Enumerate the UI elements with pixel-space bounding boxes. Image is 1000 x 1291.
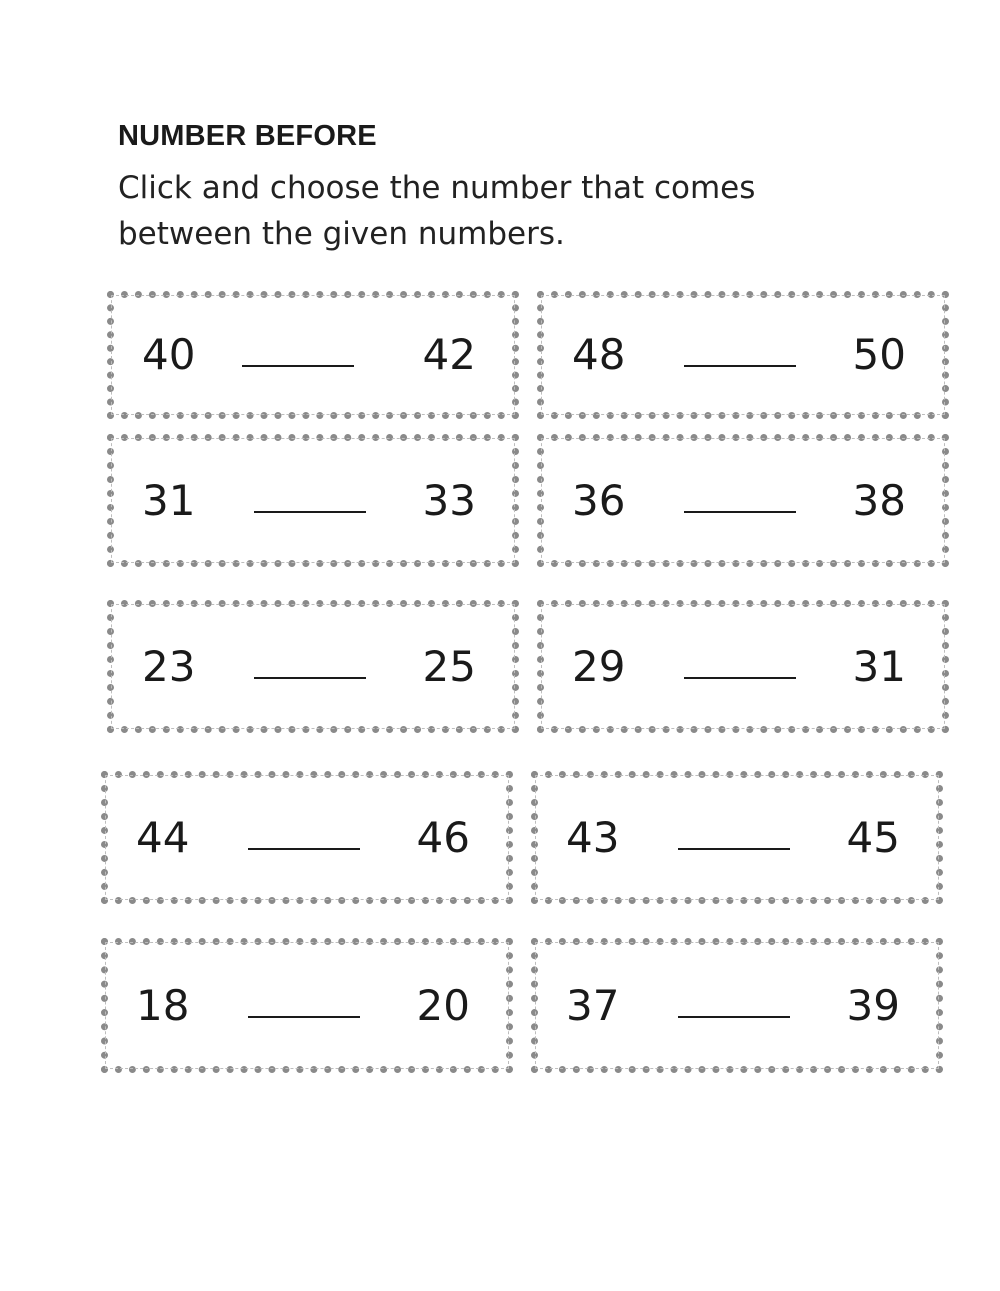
problem-card (107, 600, 519, 733)
first-number: 29 (572, 641, 626, 691)
answer-blank[interactable] (684, 365, 796, 367)
last-number: 31 (852, 641, 906, 691)
answer-blank[interactable] (254, 677, 366, 679)
answer-blank[interactable] (248, 848, 360, 850)
first-number: 40 (142, 330, 196, 379)
answer-blank[interactable] (248, 1016, 360, 1018)
answer-blank[interactable] (684, 511, 796, 513)
answer-blank[interactable] (678, 848, 790, 850)
first-number: 48 (572, 330, 626, 379)
problem-card (101, 938, 513, 1073)
last-number: 38 (852, 475, 906, 525)
last-number: 42 (422, 330, 476, 379)
first-number: 31 (142, 475, 196, 525)
first-number: 36 (572, 475, 626, 525)
first-number: 23 (142, 641, 196, 691)
answer-blank[interactable] (254, 511, 366, 513)
instructions-text: Click and choose the number that comes between the given numbers. (118, 170, 756, 252)
problem-card (537, 434, 949, 567)
last-number: 46 (416, 812, 470, 862)
last-number: 33 (422, 475, 476, 525)
last-number: 25 (422, 641, 476, 691)
problem-card (537, 600, 949, 733)
problem-card (101, 771, 513, 904)
answer-blank[interactable] (242, 365, 354, 367)
last-number: 20 (416, 980, 470, 1030)
problem-card (537, 291, 949, 419)
problem-card (531, 938, 943, 1073)
first-number: 18 (136, 980, 190, 1030)
last-number: 45 (846, 812, 900, 862)
last-number: 39 (846, 980, 900, 1030)
problem-card (531, 771, 943, 904)
last-number: 50 (852, 330, 906, 379)
problem-card (107, 434, 519, 567)
first-number: 44 (136, 812, 190, 862)
problem-card (107, 291, 519, 419)
answer-blank[interactable] (684, 677, 796, 679)
answer-blank[interactable] (678, 1016, 790, 1018)
page-title: NUMBER BEFORE (118, 120, 377, 152)
first-number: 37 (566, 980, 620, 1030)
first-number: 43 (566, 812, 620, 862)
